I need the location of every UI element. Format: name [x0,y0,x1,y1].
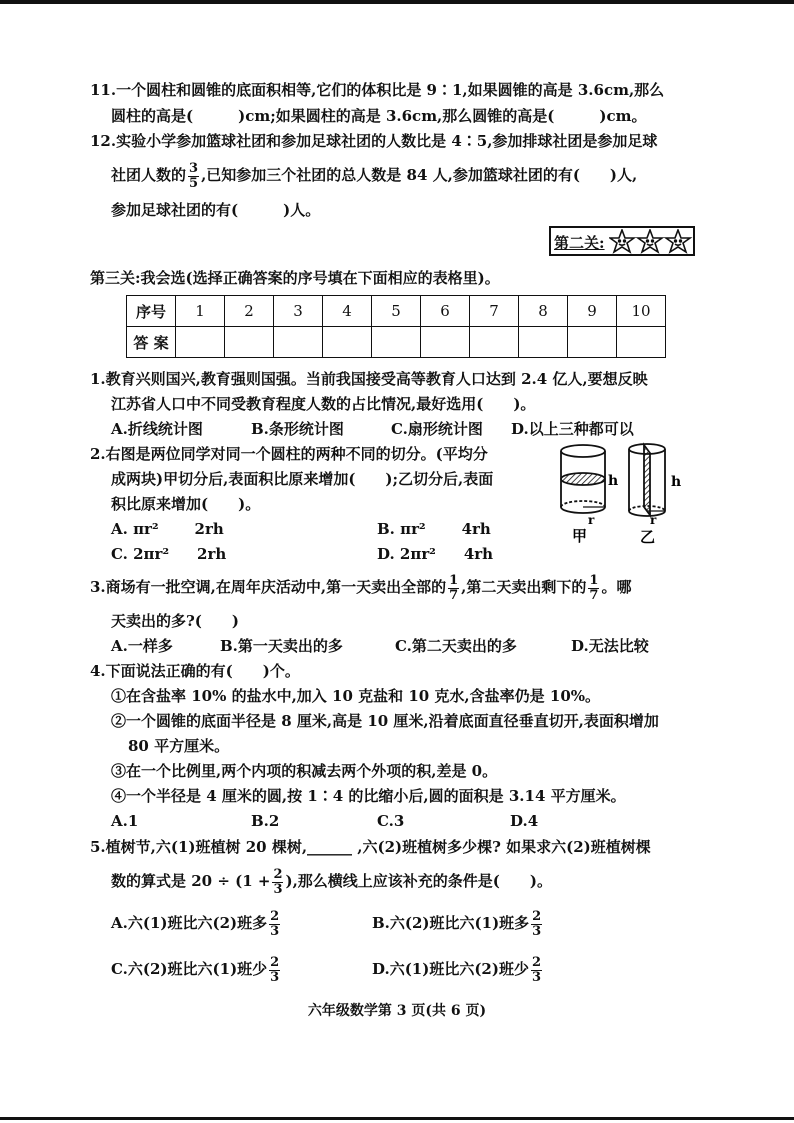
answer-table [126,295,666,358]
q5-opt-a-den: 3 [270,923,280,939]
q2-opt-d-label: D. 2πr² [377,545,436,563]
table-row [127,327,666,358]
table-cell: 8 [519,296,568,327]
star-icon [610,230,634,252]
q5-opt-d-num: 2 [531,954,542,970]
q2-opt-a-value: 2rh [194,520,224,538]
table-cell: 5 [372,296,421,327]
table-cell: 10 [617,296,666,327]
q4-statement-2a: ②一个圆锥的底面半径是 8 厘米,高是 10 厘米,沿着底面直径垂直切开,表面积增加 [111,712,659,730]
q2-opt-c-label: C. 2πr² [111,545,170,563]
q5-text-a: 数的算式是 20 ÷ (1 + [111,872,271,890]
answer-cell[interactable] [323,327,372,358]
stage2-label: 第二关: [554,234,605,252]
q4-statement-3: ③在一个比例里,两个内项的积减去两个外项的积,差是 0。 [111,762,498,780]
answer-cell[interactable] [568,327,617,358]
q5-text-b: ),那么横线上应该补充的条件是( )。 [285,872,552,890]
row-header-number: 序号 [127,296,176,327]
q5-fraction [272,868,283,897]
q5-opt-c-text: C.六(2)班比六(1)班少 [111,960,268,978]
q1-option-d: D.以上三种都可以 [511,420,634,438]
q12-fraction [188,162,199,191]
q5-option-a [111,906,282,940]
answer-cell[interactable] [372,327,421,358]
q5-opt-c-num: 2 [270,954,280,970]
fig-h-label-yi: h [671,474,682,490]
q3-option-d: D.无法比较 [571,637,649,655]
fig-h-label-jia: h [608,473,619,489]
table-cell: 2 [225,296,274,327]
answer-cell[interactable] [470,327,519,358]
row-header-answer: 答 案 [127,327,176,358]
q2-line2: 成两块)甲切分后,表面积比原来增加( );乙切分后,表面 [111,470,494,488]
q2-option-a [111,519,224,539]
q11-line2: 圆柱的高是( )cm;如果圆柱的高是 3.6cm,那么圆锥的高是( )cm。 [111,107,647,125]
q5-opt-a-text: A.六(1)班比六(2)班多 [111,914,268,932]
q4-line1: 4.下面说法正确的有( )个。 [90,662,300,680]
q2-option-d [377,544,493,564]
q4-statement-2b: 80 平方厘米。 [128,737,230,755]
fig-yi-label: 乙 [640,528,656,546]
q3-text-c: 。哪 [601,578,632,596]
q2-opt-d-value: 4rh [463,545,494,563]
q3-line1 [90,572,631,603]
q5-opt-c-den: 3 [270,969,280,985]
q2-option-c [111,544,226,564]
q4-option-b: B.2 [251,812,280,830]
q3-option-c: C.第二天卖出的多 [395,637,517,655]
page-footer: 六年级数学第 3 页(共 6 页) [307,1003,487,1019]
answer-cell[interactable] [519,327,568,358]
answer-cell[interactable] [274,327,323,358]
q3-line2: 天卖出的多?( ) [111,612,239,630]
table-cell: 4 [323,296,372,327]
q3-frac2-den: 7 [589,587,599,603]
q2-line1: 2.右图是两位同学对同一个圆柱的两种不同的切分。(平均分 [90,445,488,463]
q5-opt-b-text: B.六(2)班比六(1)班多 [372,914,530,932]
q12-text-a: 社团人数的 [111,166,187,184]
table-cell: 1 [176,296,225,327]
q4-option-d: D.4 [510,812,539,830]
q5-opt-a-num: 2 [270,908,280,924]
stage2-badge [549,226,695,256]
q3-frac1-num: 1 [449,572,459,588]
top-border [0,0,794,4]
q1-option-c: C.扇形统计图 [391,420,483,438]
bottom-border [0,1117,794,1120]
q3-fraction-2 [588,574,599,603]
q1-option-b: B.条形统计图 [251,420,344,438]
q3-text-b: ,第二天卖出剩下的 [461,578,587,596]
table-cell: 9 [568,296,617,327]
q5-frac-den: 3 [273,881,283,897]
cylinder-jia [561,445,605,513]
q5-opt-a-fraction [269,910,280,939]
table-cell: 7 [470,296,519,327]
q3-frac1-den: 7 [449,587,459,603]
cylinder-yi [629,444,665,516]
q4-statement-1: ①在含盐率 10% 的盐水中,加入 10 克盐和 10 克水,含盐率仍是 10%。 [111,687,601,705]
table-cell: 3 [274,296,323,327]
answer-cell[interactable] [617,327,666,358]
q5-opt-d-text: D.六(1)班比六(2)班少 [372,960,529,978]
q11-line1: 11.一个圆柱和圆锥的底面积相等,它们的体积比是 9∶1,如果圆锥的高是 3.6cm,那么 [90,81,665,99]
q5-option-c [111,952,282,986]
q5-opt-d-fraction [531,956,542,985]
fig-jia-label: 甲 [572,527,588,545]
star-icon [638,230,662,252]
q5-opt-d-den: 3 [531,969,542,985]
section3-title: 第三关:我会选(选择正确答案的序号填在下面相应的表格里)。 [90,269,500,287]
q1-option-a: A.折线统计图 [111,420,203,438]
q3-option-b: B.第一天卖出的多 [220,637,343,655]
q5-opt-b-fraction [531,910,542,939]
q5-line2 [111,864,552,898]
q2-opt-b-label: B. πr² [377,520,426,538]
q5-line1: 5.植树节,六(1)班植树 20 棵树,______ ,六(2)班植树多少棵? 如果求六(2)班植树棵 [90,838,651,856]
q12-line1: 12.实验小学参加篮球社团和参加足球社团的人数比是 4∶5,参加排球社团是参加足球 [90,132,658,150]
q3-fraction-1 [448,574,459,603]
q2-opt-c-value: 2rh [197,545,227,563]
q5-opt-c-fraction [269,956,280,985]
q3-text-a: 3.商场有一批空调,在周年庆活动中,第一天卖出全部的 [90,578,447,596]
q2-option-b [377,519,491,539]
q4-option-a: A.1 [111,812,139,830]
q3-frac2-num: 1 [589,572,599,588]
q2-opt-a-label: A. πr² [111,520,159,538]
fig-r-label-jia: r [588,513,595,527]
star-icon [666,230,690,252]
cylinder-cut-figure [552,440,692,550]
stage2-stars [609,229,693,255]
q4-option-c: C.3 [377,812,405,830]
q5-option-d [372,952,544,986]
q2-opt-b-value: 4rh [461,520,491,538]
q12-text-b: ,已知参加三个社团的总人数是 84 人,参加篮球社团的有( )人, [201,166,638,184]
q12-frac-num: 3 [189,160,199,176]
answer-cell[interactable] [176,327,225,358]
q1-line2: 江苏省人口中不同受教育程度人数的占比情况,最好选用( )。 [111,395,536,413]
table-row [127,296,666,327]
answer-cell[interactable] [225,327,274,358]
table-cell: 6 [421,296,470,327]
q5-frac-num: 2 [273,866,283,882]
q1-line1: 1.教育兴则国兴,教育强则国强。当前我国接受高等教育人口达到 2.4 亿人,要想反映 [90,370,648,388]
q3-option-a: A.一样多 [111,637,173,655]
q12-line3: 参加足球社团的有( )人。 [111,201,321,219]
answer-cell[interactable] [421,327,470,358]
q12-line2 [111,160,637,191]
q12-frac-den: 5 [189,175,199,191]
q5-opt-b-den: 3 [532,923,542,939]
q5-option-b [372,906,544,940]
q4-statement-4: ④一个半径是 4 厘米的圆,按 1∶4 的比缩小后,圆的面积是 3.14 平方厘米。 [111,787,626,805]
q2-line3: 积比原来增加( )。 [111,495,261,513]
fig-r-label-yi: r [650,513,657,527]
q5-opt-b-num: 2 [532,908,542,924]
